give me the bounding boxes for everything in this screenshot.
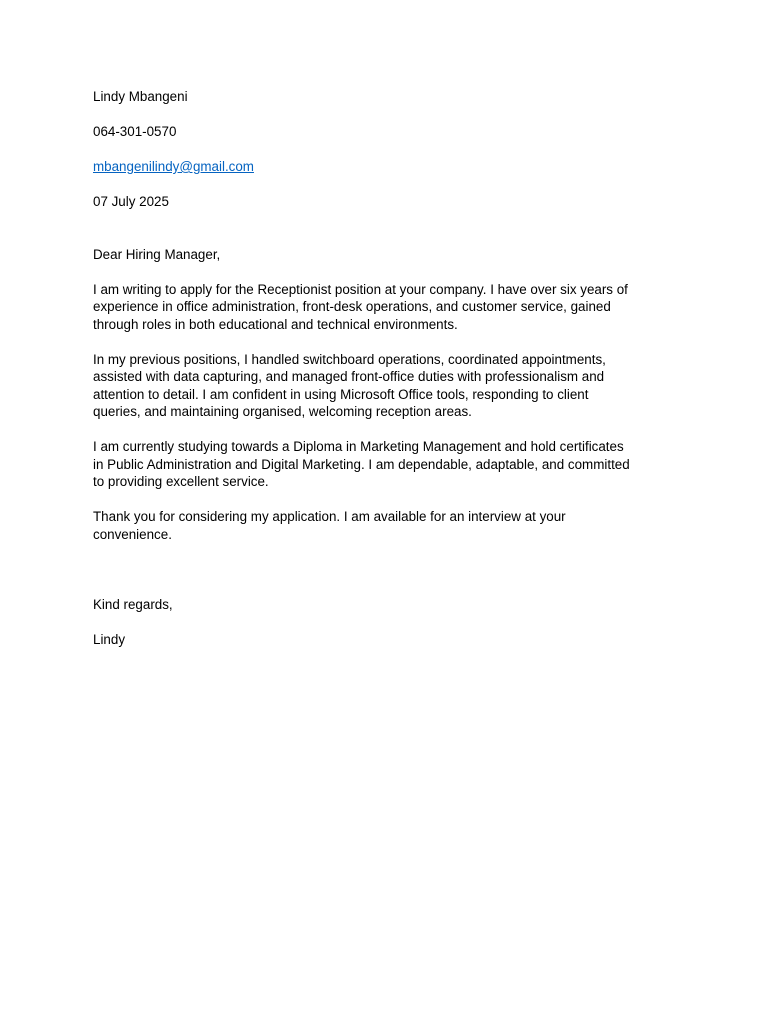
cover-letter: [93, 88, 683, 648]
paragraph-education: [93, 438, 683, 491]
paragraph-line: I am currently studying towards a Diploma in Marketing Management and hold certificates: [93, 439, 624, 454]
paragraph-line: assisted with data capturing, and managed front-office duties with professionalism and: [93, 369, 605, 384]
paragraph-line: I am writing to apply for the Receptionist position at your company. I have over six years of: [93, 281, 628, 297]
paragraph-line: through roles in both educational and technical environments.: [93, 316, 458, 332]
sender-phone: 064-301-0570: [93, 124, 177, 139]
paragraph-line: attention to detail. I am confident in using Microsoft Office tools, responding to client: [93, 386, 589, 402]
paragraph-line: experience in office administration, front-desk operations, and customer service, gained: [93, 299, 611, 314]
paragraph-line: in Public Administration and Digital Marketing. I am dependable, adaptable, and committed: [93, 456, 630, 472]
letter-date: 07 July 2025: [93, 194, 169, 209]
paragraph-experience: [93, 351, 683, 421]
paragraph-line: In my previous positions, I handled switchboard operations, coordinated appointments,: [93, 351, 606, 367]
paragraph-intro: [93, 281, 683, 334]
sender-email-link[interactable]: mbangenilindy@gmail.com: [93, 159, 254, 174]
signature: Lindy: [93, 631, 126, 647]
paragraph-thanks: [93, 508, 683, 543]
paragraph-line: queries, and maintaining organised, welcoming reception areas.: [93, 404, 472, 419]
spacer: [93, 211, 683, 246]
spacer: [93, 561, 683, 596]
paragraph-line: convenience.: [93, 526, 172, 542]
salutation: Dear Hiring Manager,: [93, 246, 221, 262]
paragraph-line: Thank you for considering my application. I am available for an interview at your: [93, 509, 566, 524]
sender-email-line: [93, 158, 683, 176]
sender-name: Lindy Mbangeni: [93, 89, 188, 104]
paragraph-line: to providing excellent service.: [93, 474, 269, 489]
closing: Kind regards,: [93, 596, 173, 612]
